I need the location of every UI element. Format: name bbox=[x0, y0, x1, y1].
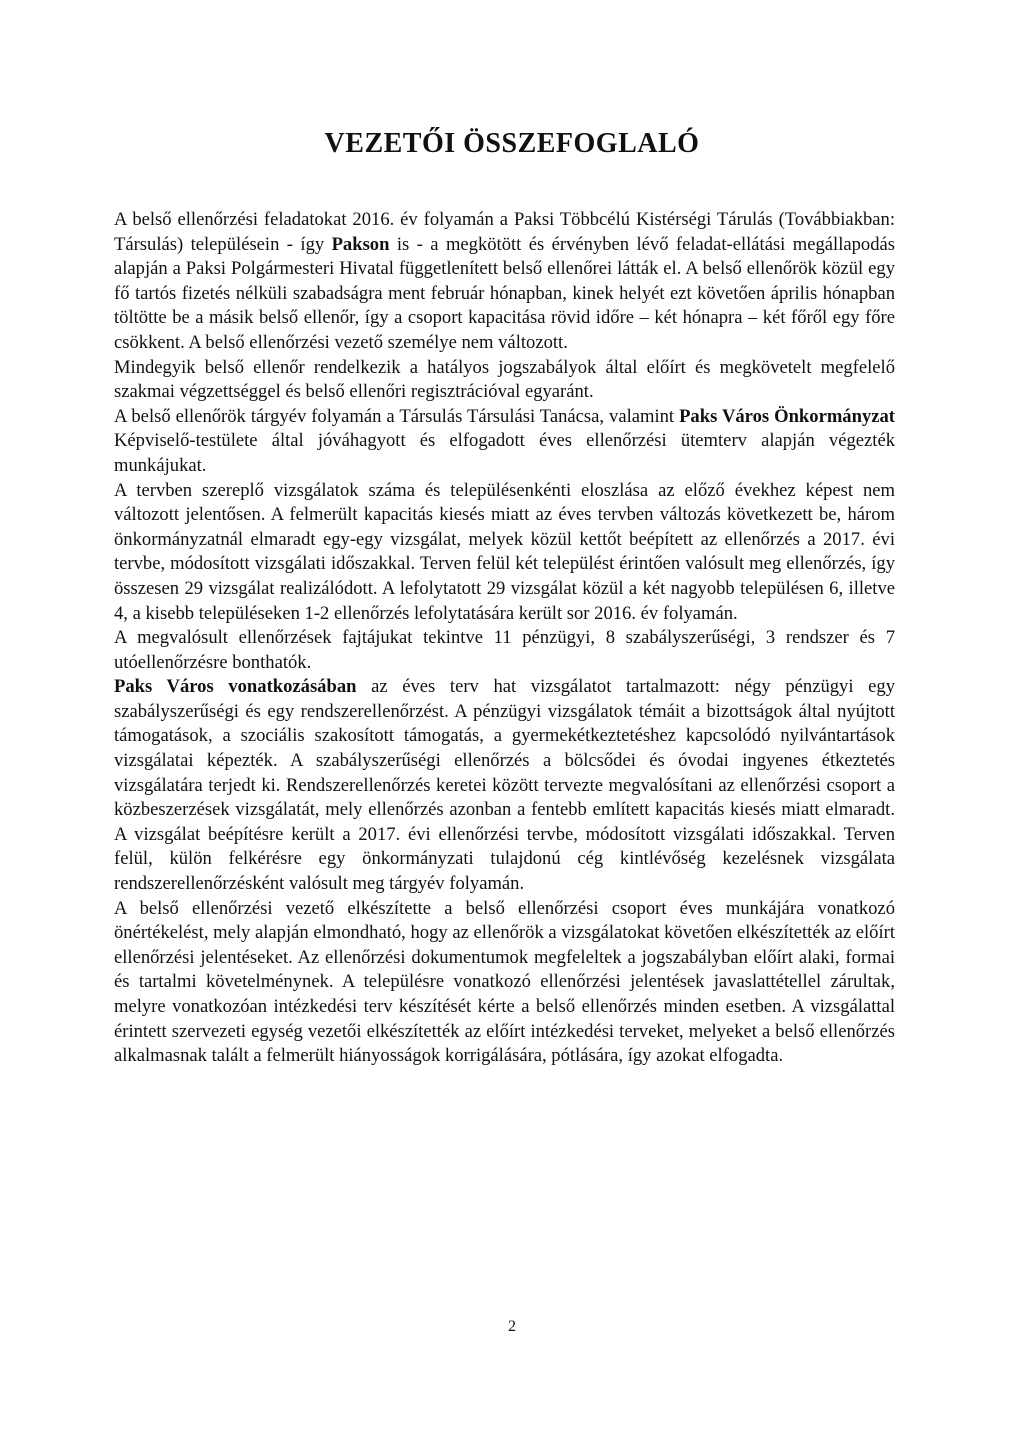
paragraph-1-run-3: is - a megkötött és érvényben lévő feladat-ellátási megállapodás alapján a Paksi Polgármesteri Hivatal függetlenített belső ellenőrei látták el. A belső ellenőrök közül egy fő tartós fizetés nélküli szabadságra ment február hónapban, kinek helyét ezt követően április hónapban töltötte be a másik belső ellenőr, így a csoport kapacitása rövid időre – két hónapra – két főről egy főre csökkent. A belső ellenőrzési vezető személye nem változott. bbox=[114, 233, 895, 353]
paragraph-1-run-1: A belső ellenőrzési feladatokat 2016. év folyamán a Paksi Többcélú Kistérségi Tárulás (Továbbiakban: Társulás) településein - így bbox=[114, 209, 895, 255]
paragraph-1-bold-pakson: Pakson bbox=[331, 233, 390, 255]
paragraph-7-run-1: A belső ellenőrzési vezető elkészítette a belső ellenőrzési csoport éves munkájára vonatkozó önértékelést, mely alapján elmondható, hogy az ellenőrök a vizsgálatokat követően elkészítették az előírt ellenőrzési jelentéseket. Az ellenőrzési dokumentumok megfeleltek a jogszabályban előírt alaki, formai és tartalmi követelménynek. A településre vonatkozó ellenőrzési jelentések javaslattétellel zárultak, melyre vonatkozóan intézkedési terv készítését kérte a belső ellenőrzés minden esetben. A vizsgálattal érintett szervezeti egység vezetői elkészítették az előírt intézkedési terveket, melyeket a belső ellenőrzés alkalmasnak talált a felmerült hiányosságok korrigálására, pótlására, így azokat elfogadta. bbox=[114, 897, 895, 1067]
paragraph-2-run-1: Mindegyik belső ellenőr rendelkezik a hatályos jogszabályok által előírt és megkövetelt megfelelő szakmai végzettséggel és belső ellenőri regisztrációval egyaránt. bbox=[114, 356, 895, 403]
page-number: 2 bbox=[508, 1318, 516, 1335]
paragraph-5 bbox=[114, 626, 895, 675]
paragraph-6-run-2: az éves terv hat vizsgálatot tartalmazott: négy pénzügyi egy szabályszerűségi és egy rendszerellenőrzést. A pénzügyi vizsgálatok témáit a bizottságok által nyújtott támogatások, a szociális szakosított támogatás, a gyermekétkeztetéshez kapcsolódó nyilvántartások vizsgálatai képezték. A szabályszerűségi ellenőrzés a bölcsődei és óvodai ingyenes étkeztetés vizsgálatára terjedt ki. Rendszerellenőrzés keretei között tervezte megvalósítani az ellenőrzési csoport a közbeszerzések vizsgálatát, mely ellenőrzés azonban a fentebb említett kapacitás kiesés miatt elmaradt. A vizsgálat beépítésre került a 2017. évi ellenőrzési tervbe, módosított vizsgálati időszakkal. Terven felül, külön felkérésre egy önkormányzati tulajdonú cég kintlévőség kezelésnek vizsgálata rendszerellenőrzésként valósult meg tárgyév folyamán. bbox=[114, 676, 895, 895]
paragraph-6 bbox=[114, 675, 895, 896]
paragraph-3-run-3: Képviselő-testülete által jóváhagyott és elfogadott éves ellenőrzési ütemterv alapján végezték munkájukat. bbox=[114, 430, 895, 476]
document-body bbox=[114, 208, 895, 1069]
paragraph-2 bbox=[114, 356, 895, 405]
paragraph-3-bold-paks-varos: Paks Város Önkormányzat bbox=[679, 405, 895, 427]
paragraph-4-run-1: A tervben szereplő vizsgálatok száma és településenkénti eloszlása az előző évekhez képest nem változott jelentősen. A felmerült kapacitás kiesés miatt az éves tervben változás következett be, három önkormányzatnál elmaradt egy-egy vizsgálat, melyek közül kettőt beépített az ellenőrzés a 2017. évi tervbe, módosított vizsgálati időszakkal. Terven felül két települést érintően valósult meg ellenőrzés, így összesen 29 vizsgálat realizálódott. A lefolytatott 29 vizsgálat közül a két nagyobb településen 6, illetve 4, a kisebb településeken 1-2 ellenőrzés lefolytatására került sor 2016. év folyamán. bbox=[114, 479, 895, 624]
paragraph-4 bbox=[114, 479, 895, 627]
paragraph-7 bbox=[114, 897, 895, 1069]
paragraph-3-run-1: A belső ellenőrök tárgyév folyamán a Társulás Társulási Tanácsa, valamint bbox=[114, 405, 680, 427]
paragraph-6-bold-paks-varos: Paks Város vonatkozásában bbox=[114, 676, 357, 698]
paragraph-5-run-1: A megvalósult ellenőrzések fajtájukat tekintve 11 pénzügyi, 8 szabályszerűségi, 3 rendszer és 7 utóellenőrzésre bonthatók. bbox=[114, 627, 895, 673]
paragraph-3 bbox=[114, 405, 895, 479]
page-title: VEZETŐI ÖSSZEFOGLALÓ bbox=[324, 128, 700, 159]
paragraph-1 bbox=[114, 208, 895, 356]
